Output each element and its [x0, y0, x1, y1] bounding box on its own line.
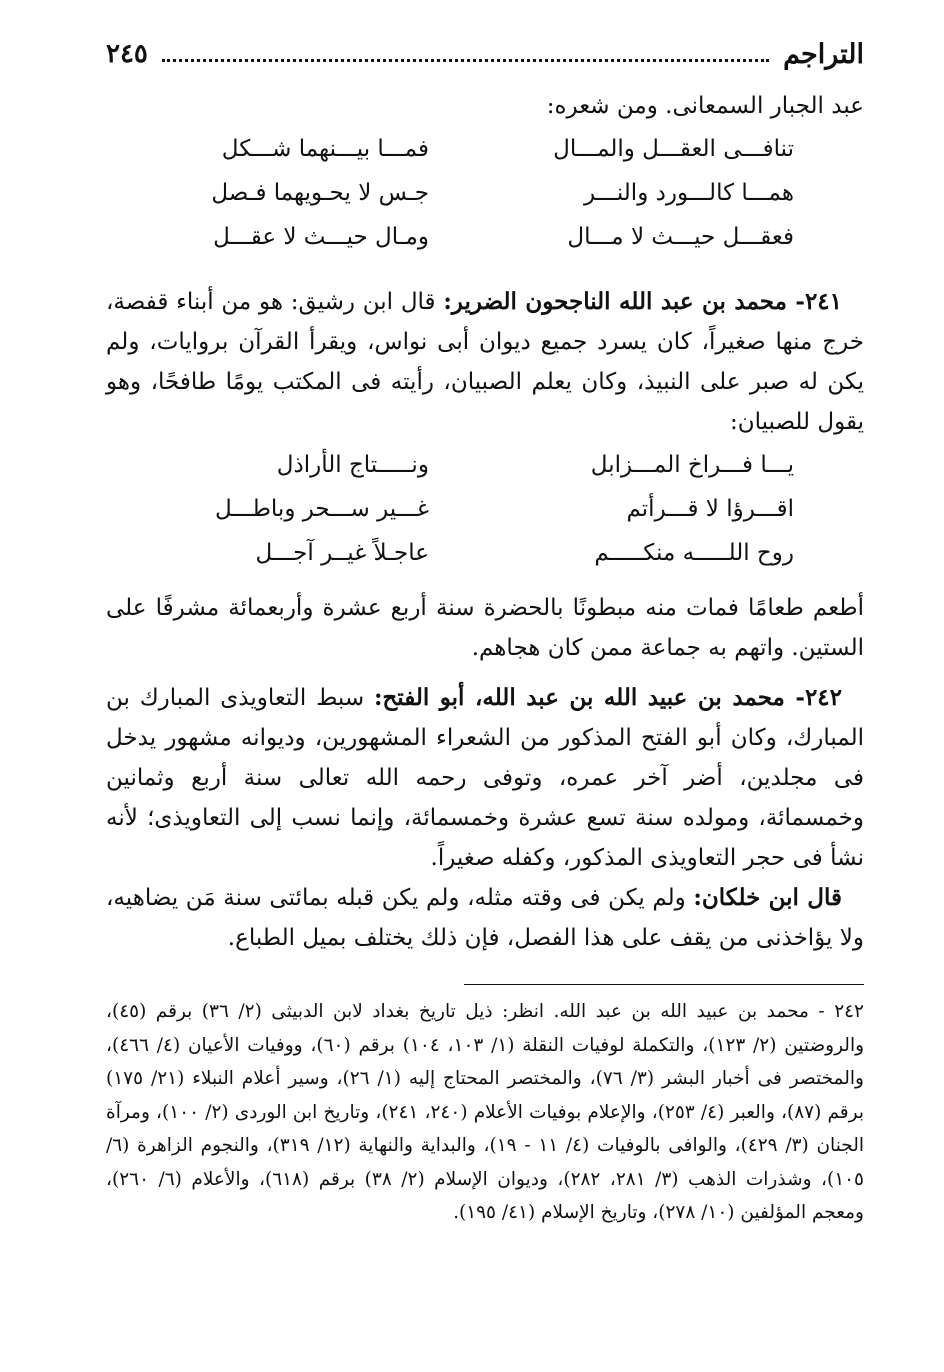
entry-heading: ٢٤١- محمد بن عبد الله الناجحون الضرير:	[443, 288, 842, 315]
entry-241	[106, 282, 864, 442]
running-head	[106, 28, 864, 80]
entry-242	[106, 678, 864, 878]
poem-1	[118, 136, 794, 268]
verse	[118, 452, 794, 496]
ibn-khallikan-quote	[106, 878, 864, 958]
after-poem-paragraph: أطعم طعامًا فمات منه مبطونًا بالحضرة سنة أربع عشرة وأربعمائة مشرفًا على الستين. واتهم به جماعة ممن كان هجاهم.	[106, 595, 864, 661]
verse	[118, 540, 794, 584]
verse-second-hemistich: فمـــا بيـــنهما شـــكل	[221, 136, 429, 162]
book-page	[106, 28, 864, 1230]
leader-dots	[162, 59, 769, 62]
verse-first-hemistich: همـــا كالـــورد والنـــر	[583, 180, 794, 206]
verse	[118, 224, 794, 268]
verse	[118, 496, 794, 540]
verse-second-hemistich: جـس لا يحـويهما فـصل	[211, 180, 429, 206]
page-number: ٢٤٥	[106, 39, 148, 69]
verse-second-hemistich: ومـال حيـــث لا عقـــل	[213, 224, 429, 250]
quote-heading: قال ابن خلكان:	[693, 884, 842, 911]
verse-first-hemistich: تنافـــى العقـــل والمـــال	[553, 136, 794, 162]
verse-second-hemistich: عاجـلاً غيــر آجـــل	[255, 540, 429, 566]
verse	[118, 180, 794, 224]
quote-body: ولم يكن فى وقته مثله، ولم يكن قبله بمائتى سنة مَن يضاهيه، ولا يؤاخذنى من يقف على هذا الفصل، فإن ذلك يختلف بميل الطباع.	[106, 885, 864, 951]
verse-first-hemistich: يـــا فـــراخ المـــزابل	[590, 452, 794, 478]
intro-line: عبد الجبار السمعانى. ومن شعره:	[546, 93, 864, 119]
verse-first-hemistich: اقـــرؤا لا قـــرأتم	[626, 496, 794, 522]
footnote-separator	[464, 984, 864, 985]
entry-body: سبط التعاويذى المبارك بن المبارك، وكان أبو الفتح المذكور من الشعراء المشهورين، وديوانه مشهور يدخل فى مجلدين، أضر آخر عمره، وتوفى رحمه الله تعالى سنة أربع وثمانين وخمسمائة، ومولده سنة تسع عشرة وخمسمائة، وإنما نسب إلى التعاويذى؛ لأنه نشأ فى حجر التعاويذى المذكور، وكفله صغيراً.	[106, 685, 864, 871]
chapter-title: التراجم	[783, 38, 864, 70]
verse-second-hemistich: غـــير ســـحر وباطـــل	[214, 496, 429, 522]
entry-heading: ٢٤٢- محمد بن عبيد الله بن عبد الله، أبو الفتح:	[373, 684, 842, 711]
verse-first-hemistich: روح اللـــــه منكـــــم	[594, 540, 794, 566]
verse	[118, 136, 794, 180]
verse-first-hemistich: فعقـــل حيـــث لا مـــال	[567, 224, 794, 250]
verse-second-hemistich: ونـــــتاج الأراذل	[276, 452, 429, 478]
footnote: ٢٤٢ - محمد بن عبيد الله بن عبد الله. انظر: ذيل تاريخ بغداد لابن الدبيثى (٢/ ٣٦) برقم (٤٥)، والروضتين (٢/ ١٢٣)، والتكملة لوفيات النقلة (١/ ١٠٣، ١٠٤) برقم (٦٠)، ووفيات الأعيان (٤/ ٤٦٦)، والمختصر فى أخبار البشر (٣/ ٧٦)، والمختصر المحتاج إليه (١/ ٢٦)، وسير أعلام النبلاء (٢١/ ١٧٥) برقم (٨٧)، والعبر (٤/ ٢٥٣)، والإعلام بوفيات الأعلام (٢٤٠، ٢٤١)، وتاريخ ابن الوردى (٢/ ١٠٠)، ومرآة الجنان (٣/ ٤٢٩)، والوافى بالوفيات (٤/ ١١ - ١٩)، والبداية والنهاية (١٢/ ٣١٩)، والنجوم الزاهرة (٦/ ١٠٥)، وشذرات الذهب (٣/ ٢٨١، ٢٨٢)، وديوان الإسلام (٢/ ٣٨) برقم (٦١٨)، والأعلام (٦/ ٢٦٠)، ومعجم المؤلفين (١٠/ ٢٧٨)، وتاريخ الإسلام (٤١/ ١٩٥).	[106, 1001, 865, 1223]
entry-body: قال ابن رشيق: هو من أبناء قفصة، خرج منها صغيراً، كان يسرد جميع ديوان أبى نواس، ويقرأ القرآن بروايات، ولم يكن له صبر على النبيذ، وكان يعلم الصبيان، رأيته فى المكتب يومًا طافحًا، وهو يقول للصبيان:	[106, 289, 864, 435]
poem-2	[118, 452, 794, 584]
